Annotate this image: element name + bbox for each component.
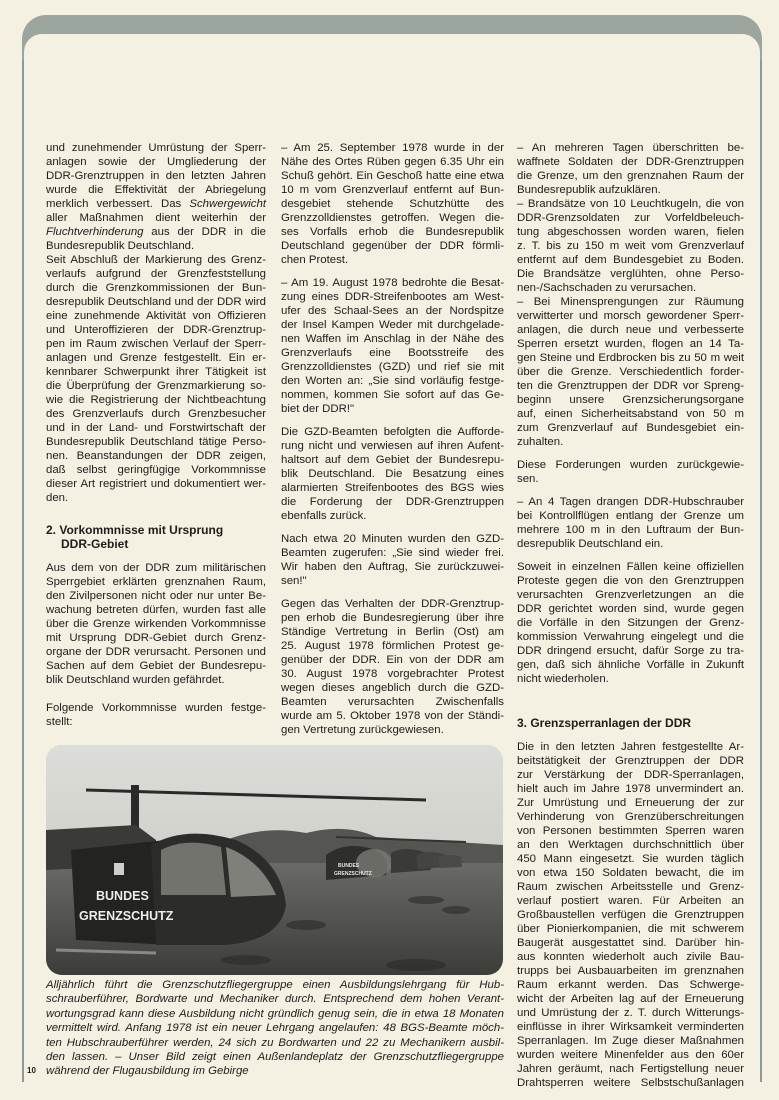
text-line: 10 m vom Grenzverlauf entfernt auf Bun- — [281, 184, 504, 196]
text-line: und in der Land- und Forstwirtschaft der — [46, 422, 266, 434]
paragraph — [517, 740, 744, 1090]
text-line: über die Grenze. Verschiedentlich forder- — [517, 366, 744, 378]
text-line: beitstätigkeit der Grenztruppen der DDR — [517, 755, 744, 767]
text-line: Grenzzolldienstes getroffen. Wegen die- — [281, 212, 504, 224]
text-line: sen!" — [281, 575, 307, 587]
paragraph — [281, 597, 504, 737]
text-line: ebenfalls zurück. — [281, 510, 367, 522]
text-line: entfernt auf dem Bundesgebiet zu Boden. — [517, 254, 744, 266]
text-line: desrepublik Deutschland ein. — [517, 538, 664, 550]
text-line: über Pionierkompanien, die mit schwerem — [517, 923, 744, 935]
text-line: Nähe des Ortes Rüben gegen 6.35 Uhr ein — [281, 156, 504, 168]
text-line: bei Kontrollflügen entlang der Grenze um — [517, 510, 744, 522]
text-line: gen, daß sich ähnliche Vorfälle in Zukunft — [517, 659, 744, 671]
paragraph — [281, 141, 504, 267]
text-line: wicht der Arbeiten lag auf der Erneuerung — [517, 993, 744, 1005]
text-line: blik Deutschland wurden gefährdet. — [46, 674, 225, 686]
text-line: Die in den letzten Jahren festgestellte Ar- — [517, 741, 744, 753]
text-line: 25. August 1978 förmlichen Protest ge- — [281, 640, 504, 652]
text-line: gen Steine und Erdbrocken bis zu 50 m weit — [517, 352, 744, 364]
photo-caption — [46, 978, 504, 1079]
text-line: tung abgeschossen worden waren, fielen — [517, 226, 744, 238]
text-line: Die GZD-Beamten befolgten die Aufforde- — [281, 426, 504, 438]
paragraph — [281, 532, 504, 588]
caption-line: ten Hubschrauberführer werden, 24 sich zu Bordwarten und 22 zu Mechanikern ausbil- — [46, 1036, 504, 1049]
text-line: den Worten an: „Sie sind vorläufig festge- — [281, 375, 504, 387]
text-line: über die Grenze wirkenden Vorkommnisse — [46, 618, 266, 630]
text-line: den Zivilpersonen nicht oder nur unter Be- — [46, 590, 266, 602]
text-line: ses Vorfalls erhob die Bundesrepublik — [281, 226, 504, 238]
text-line: pen erhob die Bundesregierung über ihre — [281, 612, 504, 624]
text-line: blik Deutschland. Die Besatzung eines — [281, 468, 504, 480]
text-line: von Personen bestimmten Sperren waren — [517, 825, 744, 837]
text-line: wachung betreten dürfen, wurden fast alle — [46, 604, 266, 616]
text-line: nen. Beanstandungen der DDR zeigen, — [46, 450, 266, 462]
text-line: merklich verbessert. Das Schwergewicht — [46, 198, 266, 210]
text-line: – An 4 Tagen drangen DDR-Hubschrauber — [517, 496, 744, 508]
text-line: Verhinderung von Grenzüberschreitungen — [517, 811, 744, 823]
text-line: desrepublik Deutschland und der DDR wird — [46, 296, 266, 308]
photo-lettering-small: BUNDES — [338, 863, 360, 869]
page-inner — [24, 34, 760, 94]
page-number: 10 — [27, 1066, 36, 1075]
text-line: daß selbst geringfügige Vorkommnisse — [46, 464, 266, 476]
column-2 — [281, 141, 504, 737]
text-line: pen im Raum zwischen Verlauf der Sperr- — [46, 338, 266, 350]
text-line: beginn unsere Grenzsicherungsorgane — [517, 394, 744, 406]
text-line: Proteste gegen die von den Grenztruppen — [517, 575, 744, 587]
text-line: durch die Grenzkommissionen der Bun- — [46, 282, 266, 294]
text-line: – Am 19. August 1978 bedrohte die Besat- — [281, 277, 504, 289]
caption-line: während der Flugausbildung im Gebirge — [46, 1065, 249, 1078]
text-line: an den Werktagen durchschnittlich über — [517, 839, 744, 851]
text-line: Ständige Vertretung in Berlin (Ost) am — [281, 626, 504, 638]
caption-line: den lassen. – Unser Bild zeigt einen Außenlandeplatz der Grenzschutzfliegergruppe — [46, 1050, 504, 1063]
text-line: wurde die Effektivität der Abriegelung — [46, 184, 266, 196]
text-line: Großbaustellen verfügen die Grenztruppen — [517, 909, 744, 921]
text-line: zuhalten. — [517, 436, 564, 448]
caption-line: vermittelt wird. Anfang 1978 ist ein neuer Lehrgang angelaufen: 48 BGS-Beamte möch- — [46, 1022, 504, 1035]
text-line: anlagen, die durch neue und verbesserte — [517, 324, 744, 336]
text-line: Wir haben den Auftrag, Sie zurückzuwei- — [281, 561, 504, 573]
helicopter-photo — [46, 745, 503, 975]
text-line: Sachen auf dem Gebiet der Bundesrepu- — [46, 660, 266, 672]
text-line: Aus dem von der DDR zum militärischen — [46, 562, 266, 574]
text-line: haltsort auf dem Gebiet der Bundesrepu- — [281, 454, 504, 466]
paragraph — [517, 197, 744, 295]
text-line: Raum zwischen Arbeitsstelle und Grenz- — [517, 881, 744, 893]
text-line: Soweit in einzelnen Fällen keine offiziellen — [517, 561, 744, 573]
paragraph — [46, 561, 266, 687]
text-line: und Umrüstung der z. T. durch Witterungs- — [517, 1007, 744, 1019]
text-line: Diese Forderungen wurden zurückgewie- — [517, 459, 744, 471]
text-line: genüber der DDR. Ein von der DDR am — [281, 654, 504, 666]
text-line: 30. August 1978 vorgebrachter Protest — [281, 668, 504, 680]
text-line: Fluchtverhinderung aus der DDR in die — [46, 226, 266, 238]
text-line: DDR-Grenztruppen in den letzten Jahren — [46, 170, 266, 182]
section-heading — [517, 716, 744, 730]
text-line: die Grenze, um den grenznahen Raum der — [517, 170, 744, 182]
text-line: Folgende Vorkommnisse wurden festge- — [46, 702, 266, 714]
text-line: trupps bei Ausbauarbeiten im grenznahen — [517, 965, 744, 977]
paragraph — [517, 560, 744, 686]
text-line: Zur Umrüstung und Erneuerung der zur — [517, 797, 744, 809]
text-line: chen Protest. — [281, 254, 349, 266]
photo-lettering: GRENZSCHUTZ — [79, 909, 174, 923]
paragraph — [517, 495, 744, 551]
text-line: – Bei Minensprengungen zur Räumung — [517, 296, 744, 308]
text-line: wie die Registrierung der Nichtbeachtung — [46, 394, 266, 406]
text-line: Sperrgebiet erklärten grenznahen Raum, — [46, 576, 266, 588]
text-line: einflüsse in ihrer Wirksamkeit verminderten — [517, 1021, 744, 1033]
caption-line: Alljährlich führt die Grenzschutzfliegergruppe einen Ausbildungslehrgang für Hub- — [46, 979, 504, 991]
text-line: hielt auch im Jahre 1978 unvermindert an. — [517, 783, 744, 795]
text-line: des Grenzverlaufs durch Grenzbesucher — [46, 408, 266, 420]
text-line: Bundesrepublik Deutschland. — [46, 240, 195, 252]
text-line: verlaufs aufgrund der Grenzfeststellung — [46, 268, 266, 280]
text-line: mehrere 100 m in den Luftraum der Bun- — [517, 524, 744, 536]
text-line: die Überprüfung der Grenzmarkierung so- — [46, 380, 266, 392]
text-line: Raum erkannt werden. Das Schwerge- — [517, 979, 744, 991]
text-line: Grenzzolldienstes (GZD) und rief sie mit — [281, 361, 504, 373]
text-line: Beamten verursachten Zwischenfalls — [281, 696, 504, 708]
text-line: desgebiet stehende Schutzhütte des — [281, 198, 504, 210]
text-line: Schuß gehört. Ein Geschoß hatte eine etwa — [281, 170, 504, 182]
text-line: Seit Abschluß der Markierung des Grenz- — [46, 254, 266, 266]
text-line: auf, einen Sicherheitsabstand von 50 m — [517, 408, 744, 420]
text-line: 2. Vorkommnisse mit Ursprung — [46, 523, 224, 537]
text-line: aller Maßnahmen dient weiterhin der — [46, 212, 266, 224]
caption-line: schrauberführer, Bordwarte und Mechaniker durch. Entsprechend dem hohen Verant- — [46, 993, 504, 1006]
text-line: ufer des Schaal-Sees an der Nordspitze — [281, 305, 504, 317]
text-line: und zunehmender Umrüstung der Sperr- — [46, 142, 266, 154]
text-line: – Am 25. September 1978 wurde in der — [281, 142, 504, 154]
text-line: 3. Grenzsperranlagen der DDR — [517, 716, 692, 730]
text-line: verursachten Grenzverletzungen an die — [517, 589, 744, 601]
text-line: die Vorfälle in den Sitzungen der Grenz- — [517, 617, 744, 629]
text-line: wurden weitere Minenfelder aus den 60er — [517, 1049, 744, 1061]
text-line: DDR gerichtet worden sind, wurde gegen — [517, 603, 744, 615]
text-line: sen. — [517, 473, 539, 485]
paragraph — [281, 276, 504, 416]
paragraph — [281, 425, 504, 523]
text-line: Baugerät ausgestattet sind. Darüber hin- — [517, 937, 744, 949]
text-line: rung nicht und verwiesen auf ihren Aufent- — [281, 440, 504, 452]
text-line: Deutschland gegenüber der DDR förmli- — [281, 240, 504, 252]
text-line: von etwa 150 Soldaten bewacht, die im — [517, 867, 744, 879]
text-line: anlagen sowie der Umgliederung der — [46, 156, 266, 168]
frame-right-rule — [760, 60, 762, 1082]
text-line: stellt: — [46, 716, 73, 728]
text-line: zum Grenzverlauf auf Bundesgebiet ein- — [517, 422, 744, 434]
text-line: der Insel Kampen Weder mit durchgelade- — [281, 319, 504, 331]
text-line: mit Ursprung DDR-Gebiet durch Grenz- — [46, 632, 266, 644]
text-line: die Forderung der DDR-Grenztruppen — [281, 496, 504, 508]
text-line: den. — [46, 492, 69, 504]
text-line: nen-/Sachschaden zu verursachen. — [517, 282, 697, 294]
text-line: DDR-Grenzsoldaten zur Vorfeldbeleuch- — [517, 212, 744, 224]
text-line: – An mehreren Tagen überschritten be- — [517, 142, 744, 154]
text-line: wurde am 5. Oktober 1978 von der Ständi- — [281, 710, 504, 722]
text-line: zung eines DDR-Streifenbootes am West- — [281, 291, 504, 303]
text-line: kommission Verwahrung eingelegt und die — [517, 631, 744, 643]
text-line: organe der DDR verursacht. Personen und — [46, 646, 266, 658]
text-line: nicht wiederholen. — [517, 673, 609, 685]
column-1 — [46, 141, 266, 729]
paragraph — [517, 458, 744, 486]
text-line: und Unteroffizieren der DDR-Grenztrup- — [46, 324, 266, 336]
text-line: waffnete Soldaten der DDR-Grenztruppen — [517, 156, 744, 168]
paragraph — [517, 295, 744, 449]
text-line: biet der DDR!" — [281, 403, 355, 415]
text-line: Beamten zugerufen: „Sie sind wieder frei. — [281, 547, 504, 559]
text-line: wegen dieses angeblich durch die GZD- — [281, 682, 504, 694]
text-line: DDR dringend ersucht, dafür Sorge zu tra- — [517, 645, 744, 657]
text-line: alarmierten Streifenbootes des BGS wies — [281, 482, 504, 494]
text-line: z. T. bis zu 150 m weit vom Grenzverlauf — [517, 240, 744, 252]
text-line: aus konnten wiederholt auch zivile Bau- — [517, 951, 744, 963]
text-line: – Brandsätze von 10 Leuchtkugeln, die von — [517, 198, 744, 210]
text-line: ten die Grenztruppen der DDR vor Spreng- — [517, 380, 744, 392]
text-line: verlauf postiert waren. Für Arbeiten an — [517, 895, 744, 907]
text-line: DDR-Gebiet — [61, 537, 129, 551]
paragraph — [517, 141, 744, 197]
text-line: Sperren ersetzt wurden, flogen an 14 Ta- — [517, 338, 744, 350]
text-line: verwitterter und morsch gewordener Sperr- — [517, 310, 744, 322]
text-line: nommen, kommen Sie sofort auf das Ge- — [281, 389, 504, 401]
text-line: anlagen und Grenze festgestellt. Ein er- — [46, 352, 266, 364]
text-line: Grenzverlaufs eine Bootsstreife des — [281, 347, 504, 359]
text-line: kennbarer Schwerpunkt ihrer Tätigkeit ist — [46, 366, 266, 378]
caption-line: wortungsgrad kann diese Ausbildung nicht gründlich genug sein, die in etwa 18 Monaten — [46, 1007, 504, 1020]
text-line: Bundesrepublik Deutschland tätige Perso- — [46, 436, 266, 448]
text-line: Bundesrepublik aufzuklären. — [517, 184, 661, 196]
column-3 — [517, 141, 744, 1090]
text-line: Nach etwa 20 Minuten wurden den GZD- — [281, 533, 504, 545]
text-line: gen Vertretung zurückgewiesen. — [281, 724, 444, 736]
text-line: Drahtsperren weitere Selbstschußanlagen — [517, 1077, 744, 1089]
text-line: eine zunehmende Aktivität von Offizieren — [46, 310, 266, 322]
photo-lettering: BUNDES — [96, 889, 149, 903]
text-line: nen Waffen im Anschlag in der Nähe des — [281, 333, 504, 345]
section-heading — [46, 523, 266, 551]
paragraph — [46, 701, 266, 729]
text-line: 450 Mann eingesetzt. Sie wurden täglich — [517, 853, 744, 865]
text-line: Jahren geräumt, nach Fertigstellung neuer — [517, 1063, 744, 1075]
text-line: dieser Art registriert und dokumentiert wer- — [46, 478, 266, 490]
text-line: Sperranlagen. Im Zuge dieser Maßnahmen — [517, 1035, 744, 1047]
paragraph — [46, 141, 266, 253]
text-line: zur Verstärkung der DDR-Sperranlagen, — [517, 769, 744, 781]
paragraph — [46, 253, 266, 505]
frame-left-rule — [22, 60, 24, 1082]
text-line: Gegen das Verhalten der DDR-Grenztrup- — [281, 598, 504, 610]
text-line: Die Brandsätze verglühten, ohne Perso- — [517, 268, 744, 280]
photo-lettering-small: GRENZSCHUTZ — [334, 871, 372, 877]
